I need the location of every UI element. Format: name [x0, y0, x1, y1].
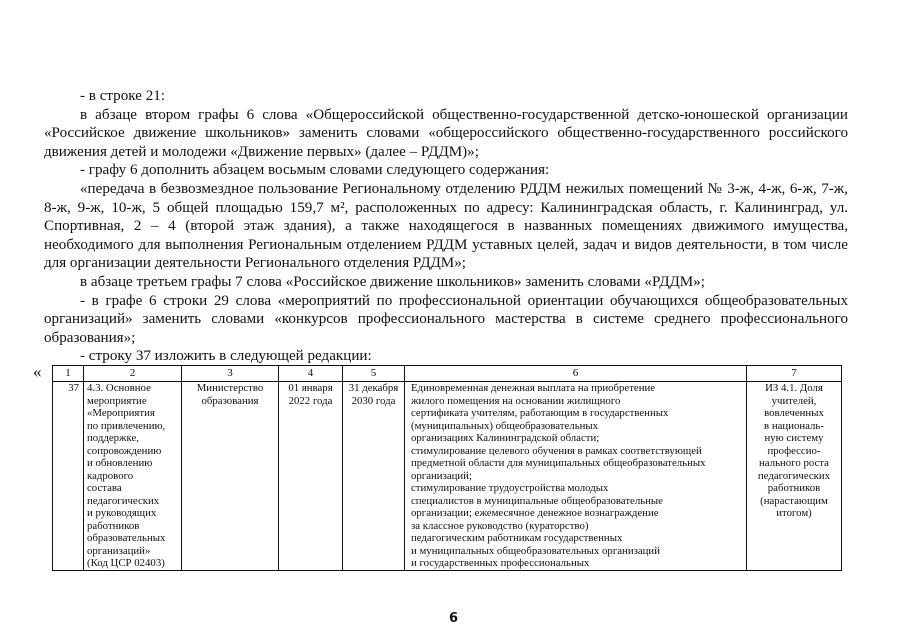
header-col-1: 1: [53, 366, 84, 382]
paragraph-column6-add: - графу 6 дополнить абзацем восьмым словами следующего содержания:: [80, 162, 550, 179]
cell-line: в националь-: [764, 419, 824, 432]
paragraph-line-29: - в графе 6 строки 29 слова «мероприятий по профессиональной ориентации обучающихся общеобразовательных организаций» заменить словами «конкурсов профессионального мастерства в системе среднего профессионального образования»;: [44, 292, 848, 346]
header-col-6: 6: [405, 366, 747, 382]
cell-line: и руководящих: [87, 507, 157, 519]
header-col-5: 5: [343, 366, 405, 382]
cell-line: (Код ЦСР 02403): [87, 557, 165, 569]
cell-line: сопровождению: [87, 444, 162, 457]
cell-description: [405, 382, 747, 571]
header-col-2: 2: [84, 366, 182, 382]
cell-line: образования: [201, 394, 259, 407]
cell-line: педагогическим работникам государственных: [411, 532, 623, 544]
cell-line: состава: [87, 482, 122, 494]
opening-quote-mark: «: [33, 362, 42, 381]
paragraph-transfer-premises: «передача в безвозмездное пользование Региональному отделению РДДМ нежилых помещений № 3-ж, 4-ж, 6-ж, 7-ж, 8-ж, 9-ж, 10-ж, 5 общей площадью 159,7 м², расположенных по адресу: Калининградская область, г. Калининград, ул. Спортивная, 2 – 4 (второй этаж здания), а также находящегося в названных помещениях движимого имущества, необходимого для выполнения Региональным отделением РДДМ уставных целей, задач и видов деятельности, в том числе для организации деятельности Регионального отделения РДДМ»;: [44, 180, 848, 272]
paragraph-column6-replace: в абзаце втором графы 6 слова «Общероссийской общественно-государственной детско-юношеской организации «Российское движение школьников» заменить словами «общероссийского общественно-государственного российского движения детей и молодежи «Движение первых» (далее – РДДМ)»;: [44, 106, 848, 160]
page-cut-area: [0, 587, 907, 607]
body-text: [44, 87, 848, 366]
cell-line: и государственных профессиональных: [411, 557, 590, 569]
cell-line: стимулирование трудоустройства молодых: [411, 482, 609, 494]
cell-line: организаций»: [87, 544, 151, 557]
cell-line: предметной области для муниципальных общеобразовательных: [411, 457, 706, 469]
cell-line: поддержке,: [87, 432, 139, 444]
cell-line: ную систему: [764, 432, 824, 444]
cell-row-number: 37: [53, 382, 84, 571]
cell-executor: [182, 382, 279, 571]
program-table: [52, 365, 842, 571]
cell-line: педагогических: [757, 469, 831, 482]
cell-line: профессио-: [767, 444, 821, 457]
cell-line: работников: [87, 519, 140, 532]
cell-line: нального роста: [759, 457, 829, 469]
cell-line: мероприятие: [87, 394, 147, 407]
paragraph-line-21: - в строке 21:: [80, 88, 165, 104]
cell-line: 01 января: [288, 382, 333, 394]
paragraph-column7-replace: в абзаце третьем графы 7 слова «Российское движение школьников» заменить словами «РДДМ»;: [80, 273, 705, 290]
cell-line: организациях Калининградской области;: [411, 432, 600, 444]
table-header-row: [53, 366, 842, 382]
header-col-3: 3: [182, 366, 279, 382]
cell-line: работников: [767, 482, 821, 494]
cell-line: организации; ежемесячное денежное вознаграждение: [411, 507, 659, 519]
cell-line: организаций;: [411, 469, 472, 482]
cell-line: кадрового: [87, 469, 134, 482]
cell-line: 4.3. Основное: [87, 382, 151, 394]
page-number: 6: [448, 611, 459, 626]
cell-line: ИЗ 4.1. Доля: [765, 382, 823, 394]
cell-line: Единовременная денежная выплата на приобретение: [411, 382, 656, 394]
cell-line: (нарастающим: [760, 494, 828, 507]
cell-line: Министерство: [196, 382, 264, 394]
cell-line: «Мероприятия: [87, 407, 155, 419]
cell-line: и муниципальных общеобразовательных организаций: [411, 544, 660, 557]
header-col-4: 4: [279, 366, 343, 382]
header-col-7: 7: [747, 366, 842, 382]
cell-end-date: [343, 382, 405, 571]
cell-line: педагогических: [87, 494, 160, 507]
cell-indicator: [747, 382, 842, 571]
cell-line: жилого помещения на основании жилищного: [411, 394, 621, 407]
cell-line: 31 декабря: [348, 382, 399, 394]
cell-line: за классное руководство (кураторство): [411, 519, 589, 532]
cell-line: стимулирование целевого обучения в рамках соответствующей: [411, 444, 702, 457]
cell-line: образовательных: [87, 532, 166, 544]
cell-line: и обновлению: [87, 457, 153, 469]
cell-line: 2030 года: [351, 394, 396, 407]
cell-line: (муниципальных) общеобразовательных: [411, 419, 599, 432]
cell-line: специалистов в муниципальные общеобразовательные: [411, 494, 663, 507]
cell-activity: [84, 382, 182, 571]
cell-line: итогом): [776, 507, 812, 519]
cell-line: 2022 года: [288, 394, 333, 407]
cell-line: сертификата учителям, работающим в государственных: [411, 407, 669, 419]
cell-start-date: [279, 382, 343, 571]
cell-line: по привлечению,: [87, 419, 166, 432]
cell-line: вовлеченных: [764, 407, 824, 419]
paragraph-line-37: - строку 37 изложить в следующей редакции:: [80, 348, 372, 365]
cell-line: учителей,: [771, 394, 817, 407]
table-row: [53, 382, 842, 571]
